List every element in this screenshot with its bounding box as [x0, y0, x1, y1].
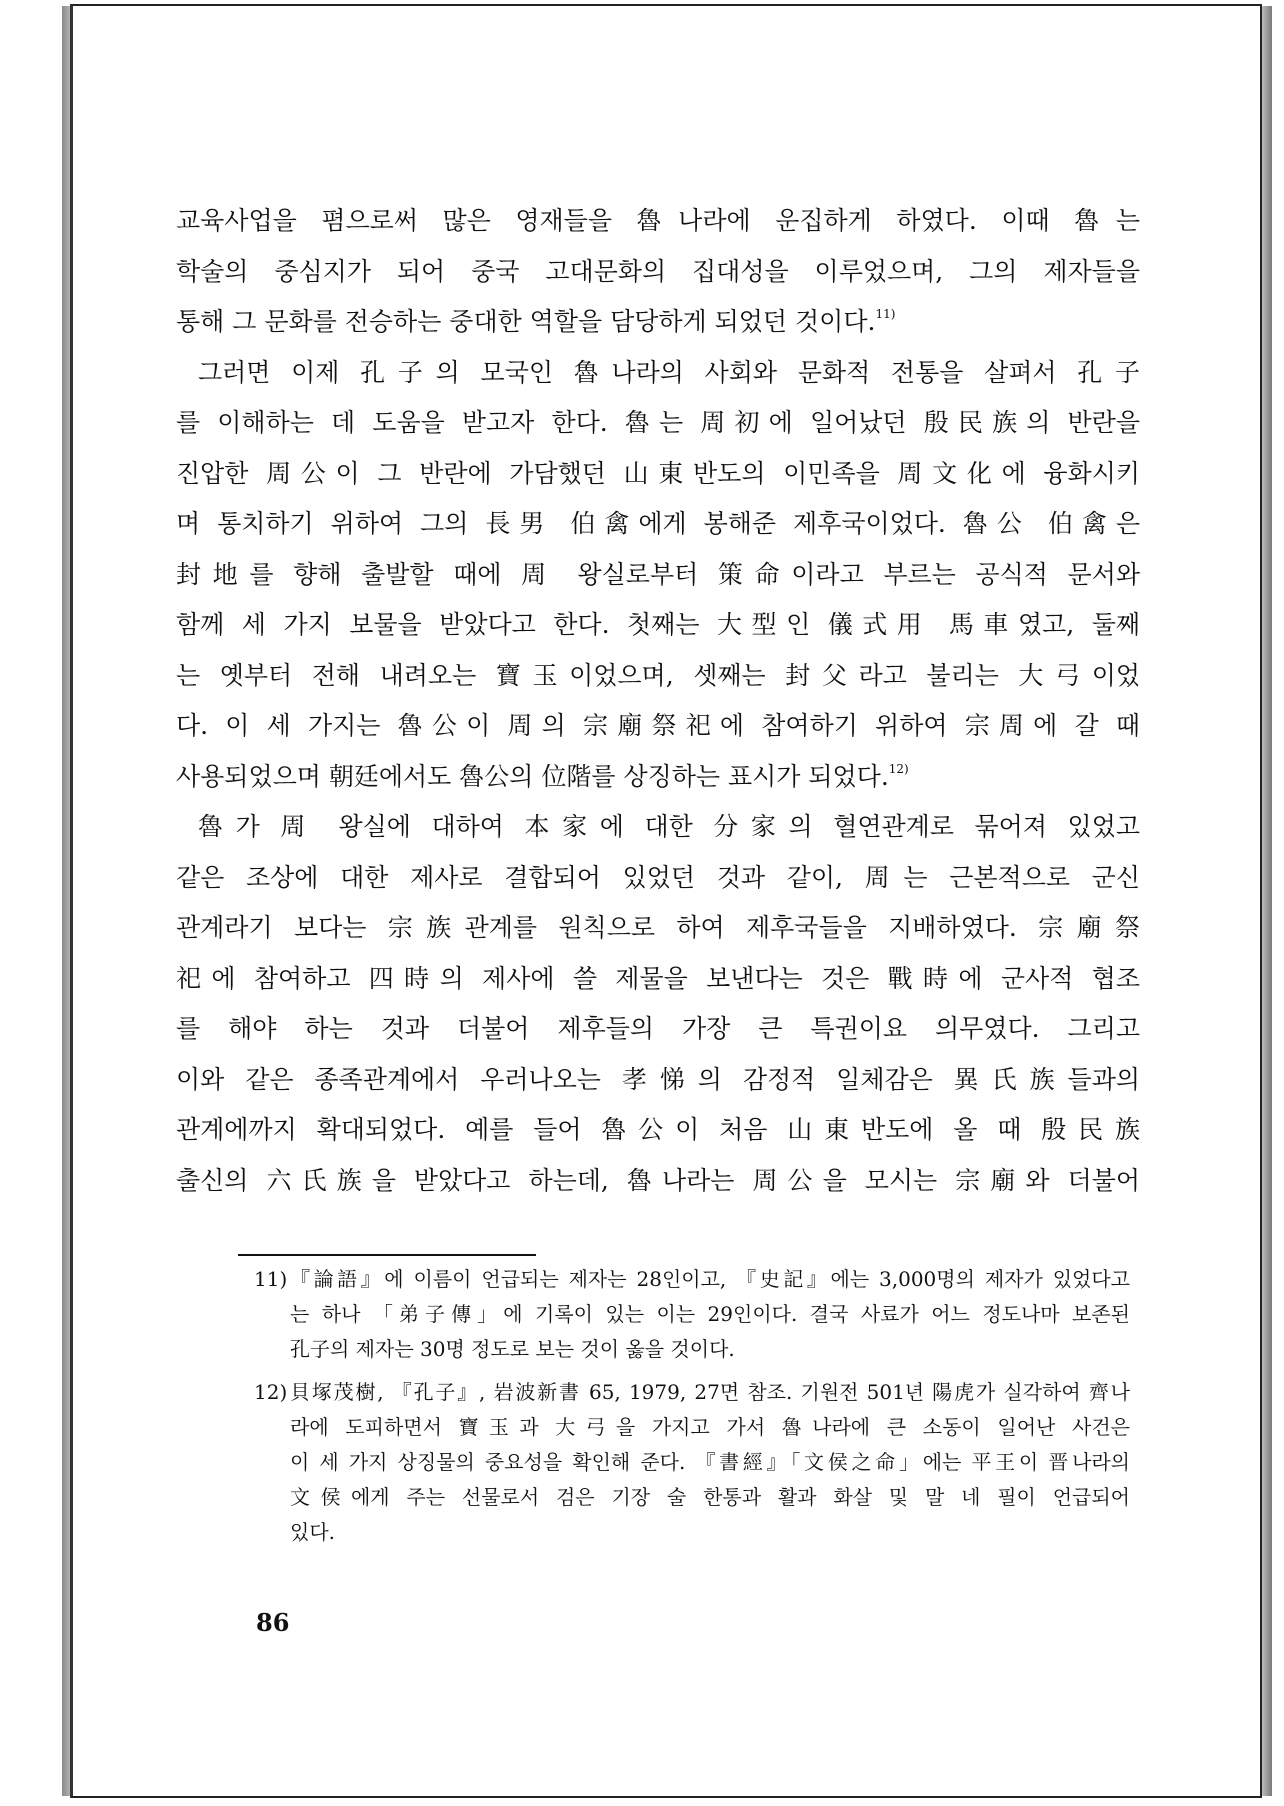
body-line: 魯가 周 왕실에 대하여 本家에 대한 分家의 혈연관계로 묶어져 있었고 — [198, 812, 1140, 841]
body-line-text: 통해 그 문화를 전승하는 중대한 역할을 담당하게 되었던 것이다. — [176, 307, 876, 336]
body-line: 출신의 六氏族을 받았다고 하는데, 魯나라는 周公을 모시는 宗廟와 더불어 — [176, 1165, 1140, 1195]
body-line-text: 사용되었으며 朝廷에서도 魯公의 位階를 상징하는 표시가 되었다. — [176, 761, 889, 791]
body-line: 학술의 중심지가 되어 중국 고대문화의 집대성을 이루었으며, 그의 제자들을 — [176, 256, 1140, 286]
body-line: 같은 조상에 대한 제사로 결합되어 있었던 것과 같이, 周는 근본적으로 군신 — [176, 862, 1140, 892]
body-line: 관계라기 보다는 宗族관계를 원칙으로 하여 제후국들을 지배하였다. 宗廟祭 — [176, 913, 1140, 942]
body-line: 교육사업을 폄으로써 많은 영재들을 魯나라에 운집하게 하였다. 이때 魯는 — [176, 206, 1140, 235]
footnotes — [254, 1262, 1130, 1558]
footnote-line: 라에 도피하면서 寶玉과 大弓을 가지고 가서 魯나라에 큰 소동이 일어난 사건은 — [290, 1415, 1130, 1439]
footnote-line: 文侯에게 주는 선물로서 검은 기장 술 한통과 활과 화살 및 말 네 필이 언급되어 — [290, 1485, 1130, 1509]
footnote-ref: 11) — [875, 307, 896, 321]
footnote-line: 『論語』에 이름이 언급되는 제자는 28인이고, 『史記』에는 3,000명의 제자가 있었다고 — [290, 1267, 1130, 1291]
footnote-line: 이 세 가지 상징물의 중요성을 확인해 준다. 『書經』「文侯之命」에는 平王이 晋나라의 — [290, 1450, 1130, 1474]
footnote-number: 12) — [254, 1380, 288, 1404]
body-line: 祀에 참여하고 四時의 제사에 쓸 제물을 보낸다는 것은 戰時에 군사적 협조 — [176, 963, 1140, 993]
body-line: 진압한 周公이 그 반란에 가담했던 山東반도의 이민족을 周文化에 융화시키 — [176, 458, 1140, 488]
body-line: 封地를 향해 출발할 때에 周 왕실로부터 策命이라고 부르는 공식적 문서와 — [176, 559, 1140, 589]
body-line: 를 해야 하는 것과 더불어 제후들의 가장 큰 특권이요 의무였다. 그리고 — [176, 1014, 1140, 1043]
footnote-line: 있다. — [290, 1520, 335, 1544]
footnote-line: 는 하나 「弟子傳」에 기록이 있는 이는 29인이다. 결국 사료가 어느 정도나마 보존된 — [290, 1302, 1130, 1326]
body-line: 관계에까지 확대되었다. 예를 들어 魯公이 처음 山東반도에 올 때 殷民族 — [176, 1115, 1140, 1144]
body-line: 를 이해하는 데 도움을 받고자 한다. 魯는 周初에 일어났던 殷民族의 반란을 — [176, 408, 1140, 437]
body-line: 그러면 이제 孔子의 모국인 魯나라의 사회와 문화적 전통을 살펴서 孔子 — [198, 357, 1140, 387]
footnote-11 — [254, 1262, 1130, 1367]
footnote-line: 孔子의 제자는 30명 정도로 보는 것이 옳을 것이다. — [290, 1337, 735, 1361]
body-line — [176, 297, 1140, 348]
body-line — [176, 752, 1140, 803]
body-line: 이와 같은 종족관계에서 우러나오는 孝悌의 감정적 일체감은 異氏族들과의 — [176, 1064, 1140, 1094]
body-line: 함께 세 가지 보물을 받았다고 한다. 첫째는 大型인 儀式用 馬車였고, 둘째 — [176, 610, 1140, 639]
footnote-line: 貝塚茂樹, 『孔子』, 岩波新書 65, 1979, 27면 참조. 기원전 501년 陽虎가 실각하여 齊나 — [290, 1380, 1130, 1404]
footnote-divider — [238, 1254, 536, 1256]
footnote-number: 11) — [254, 1267, 288, 1291]
body-line: 는 옛부터 전해 내려오는 寶玉이었으며, 셋째는 封父라고 불리는 大弓이었 — [176, 660, 1140, 690]
footnote-ref: 12) — [888, 761, 909, 776]
footnote-12 — [254, 1375, 1130, 1550]
body-line: 며 통치하기 위하여 그의 長男 伯禽에게 봉해준 제후국이었다. 魯公 伯禽은 — [176, 509, 1140, 538]
page-number: 86 — [256, 1608, 290, 1637]
body-text — [176, 196, 1140, 1206]
page-edge-right — [1262, 6, 1272, 1796]
body-line: 다. 이 세 가지는 魯公이 周의 宗廟祭祀에 참여하기 위하여 宗周에 갈 때 — [176, 711, 1140, 740]
